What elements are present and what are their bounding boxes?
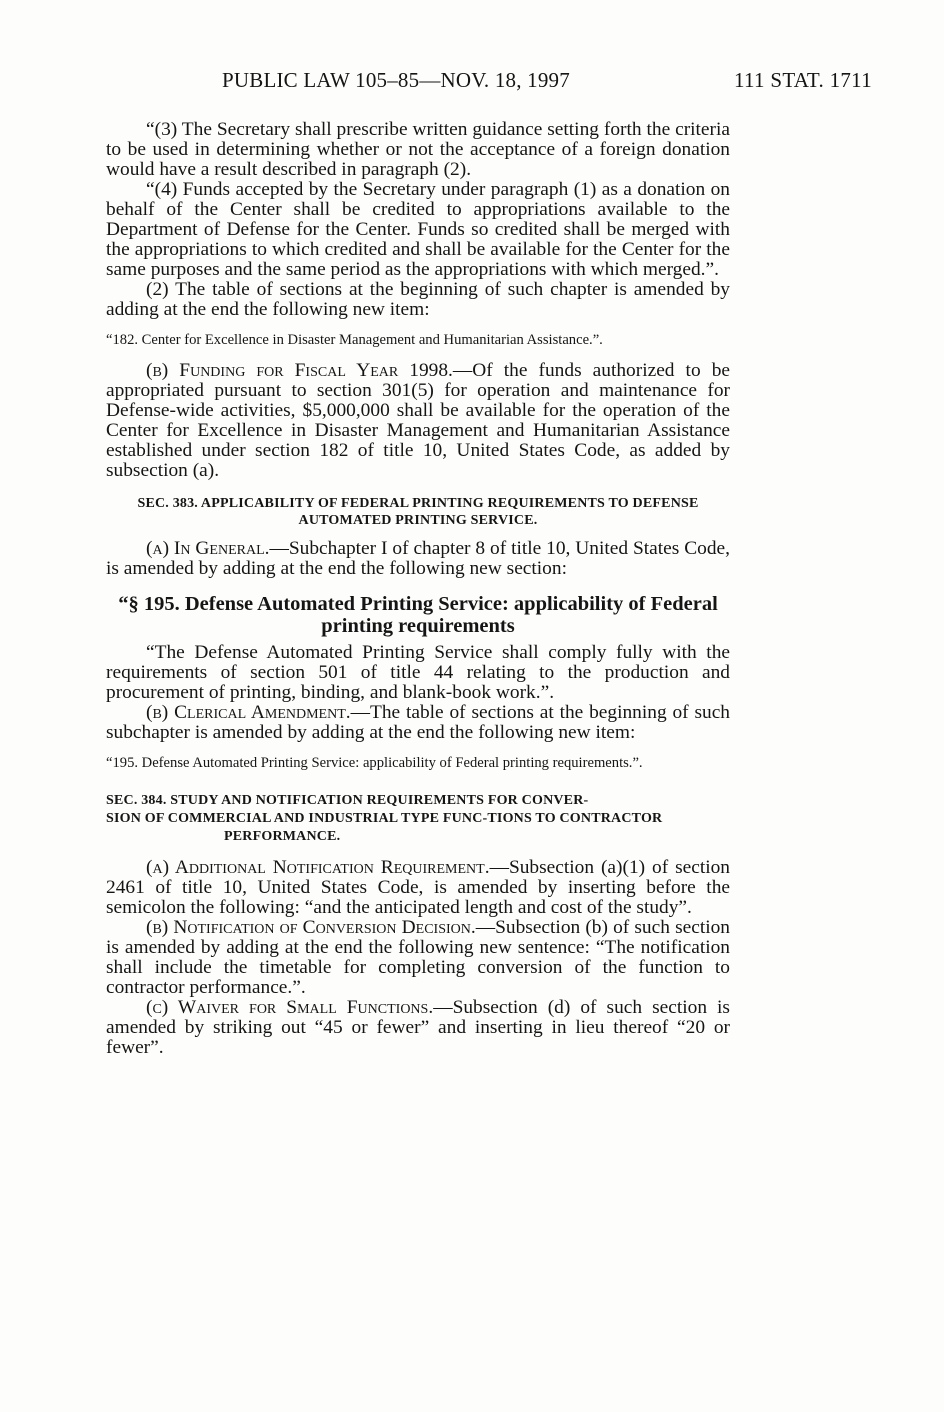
header-stat-citation: 111 STAT. 1711: [733, 68, 872, 92]
header-title: PUBLIC LAW 105–85—NOV. 18, 1997: [222, 68, 570, 92]
section-384-title-first: SEC. 384. STUDY AND NOTIFICATION REQUIREMENTS FOR CONVER-: [106, 793, 589, 808]
section-384-a-text: —Subsection (a)(1) of section 2461 of title 10, United States Code, is amended by inserting before the semicolon the following: “and the anticipated length and cost of the study”.: [106, 857, 730, 918]
section-384-title: [106, 792, 730, 846]
funding-heading: (b) Funding for Fiscal Year 1998.: [146, 360, 453, 381]
section-383-a: [106, 539, 730, 579]
section-384-b-heading: (b) Notification of Conversion Decision.: [146, 917, 476, 938]
section-384-c: [106, 998, 730, 1058]
section-383-b-heading: (b) Clerical Amendment.: [146, 702, 351, 723]
paragraph-funding: [106, 361, 730, 481]
document-body: [106, 120, 730, 1058]
section-384-a: [106, 858, 730, 918]
funding-text: —Of the funds authorized to be appropriated pursuant to section 301(5) for operation and maintenance for Defense-wide activities, $5,000,000 shall be available for the operation of the Center for Excellence in Disaster Management and Humanitarian Assistance established under section 182 of title 10, United States Code, as added by subsection (a).: [106, 360, 730, 481]
section-384-c-text: —Subsection (d) of such section is amended by striking out “45 or fewer” and inserting in lieu thereof “20 or fewer”.: [106, 997, 730, 1058]
section-383-a-text: —Subchapter I of chapter 8 of title 10, United States Code, is amended by adding at the end the following new section:: [106, 538, 730, 579]
section-383-b: [106, 703, 730, 743]
section-384-b: [106, 918, 730, 998]
paragraph-a4: “(4) Funds accepted by the Secretary under paragraph (1) as a donation on behalf of the Center shall be credited to appropriations available to the Department of Defense for the Center. Funds so credited shall be merged with the appropriations to which credited and shall be available for the Center for the same purposes and the same period as the appropriations with which merged.”.: [106, 179, 730, 280]
section-384-b-text: —Subsection (b) of such section is amended by adding at the end the following new sentence: “The notification shall include the timetable for completing conversion of the function to contractor performance.”.: [106, 917, 730, 998]
table-item-195: “195. Defense Automated Printing Service: applicability of Federal printing requirements.”.: [106, 755, 643, 771]
section-383-a-heading: (a) In General.: [146, 538, 270, 559]
paragraph-table-amendment: (2) The table of sections at the beginning of such chapter is amended by adding at the end the following new item:: [106, 279, 730, 320]
section-384-c-heading: (c) Waiver for Small Functions.: [146, 997, 434, 1018]
page-header: [104, 68, 872, 98]
section-383-b-text: —The table of sections at the beginning of such subchapter is amended by adding at the end the following new item:: [106, 702, 730, 743]
section-195-heading: “§ 195. Defense Automated Printing Service: applicability of Federal printing requirements: [118, 593, 718, 637]
table-item-182: “182. Center for Excellence in Disaster Management and Humanitarian Assistance.”.: [106, 332, 603, 348]
section-384-title-rest: SION OF COMMERCIAL AND INDUSTRIAL TYPE FUNC-TIONS TO CONTRACTOR PERFORMANCE.: [106, 811, 663, 844]
section-195-text: “The Defense Automated Printing Service shall comply fully with the requirements of section 501 of title 44 relating to the production and procurement of printing, binding, and blank-book work.”.: [106, 642, 730, 703]
paragraph-a3: “(3) The Secretary shall prescribe written guidance setting forth the criteria to be used in determining whether or not the acceptance of a foreign donation would have a result described in paragraph (2).: [106, 119, 730, 180]
section-383-title: SEC. 383. APPLICABILITY OF FEDERAL PRINTING REQUIREMENTS TO DEFENSE AUTOMATED PRINTING SERVICE.: [137, 496, 699, 528]
section-384-a-heading: (a) Additional Notification Requirement.: [146, 857, 490, 878]
